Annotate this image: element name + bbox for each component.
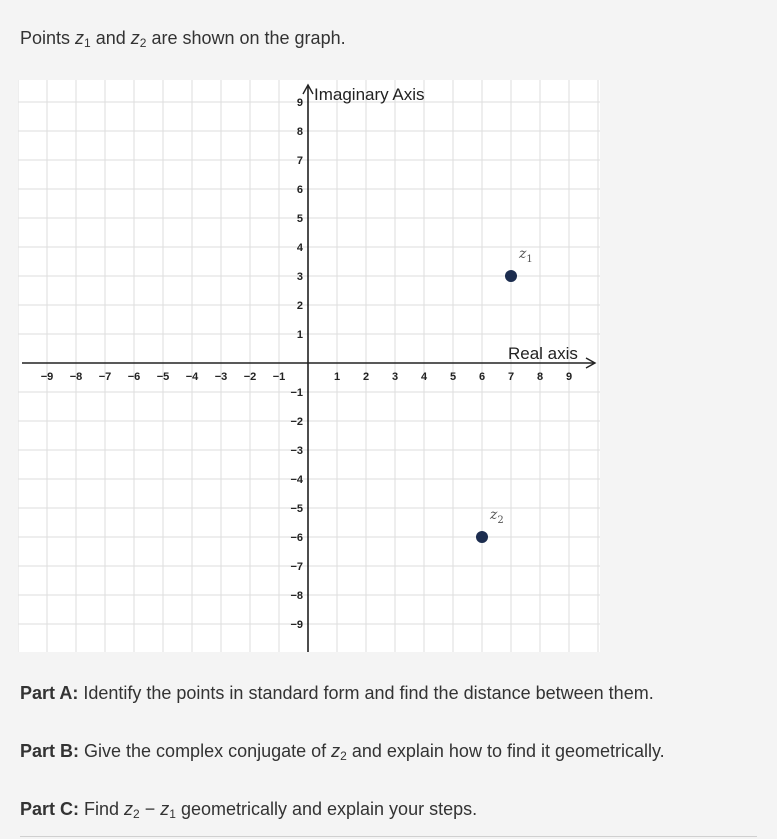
part-b-label: Part B: [20,741,80,761]
x-tick-label: 4 [420,371,428,383]
intro-z1-var: z [75,28,85,48]
y-tick-label: 3 [296,271,303,283]
point-label-z1: $z_1$ [519,246,533,265]
part-c [20,797,477,821]
y-tick-label: −3 [290,445,303,457]
y-tick-label: 6 [296,184,303,196]
part-b-text2: and explain how to find it geometrically. [346,741,665,761]
y-tick-label: 2 [296,300,303,312]
x-tick-label: −1 [272,371,286,383]
part-c-minus: − [139,799,161,819]
point-label-sub: 1 [526,254,533,265]
part-c-text1: Find [79,799,125,819]
y-tick-label: 9 [296,97,303,109]
y-tick-label: 1 [296,329,303,341]
x-tick-label: 8 [536,371,544,383]
y-tick-label: −1 [290,387,303,399]
x-tick-label: −5 [156,371,170,383]
part-a-label: Part A: [20,683,79,703]
y-tick-label: −9 [290,619,303,631]
part-c-z1-var: z [160,799,170,819]
x-tick-label: 6 [478,371,486,383]
y-tick-label: −2 [290,416,303,428]
complex-plane-svg [18,80,600,652]
x-tick-label: −4 [185,371,199,383]
intro-suffix: are shown on the graph. [146,28,346,48]
intro-z2-var: z [130,28,140,48]
part-b [20,739,665,763]
y-tick-label: 4 [296,242,303,254]
part-c-label: Part C: [20,799,80,819]
x-tick-label: −6 [127,371,141,383]
y-tick-label: −7 [290,561,303,573]
intro-middle: and [90,28,131,48]
x-tick-label: 7 [507,371,515,383]
point-z2 [476,531,488,543]
x-tick-label: 9 [565,371,573,383]
x-tick-label: 5 [449,371,457,383]
x-tick-label: −7 [98,371,112,383]
x-axis-label: Real axis [508,344,578,363]
part-c-z2-var: z [124,799,134,819]
part-c-z2-sub: 2 [133,807,140,821]
part-b-z-var: z [331,741,341,761]
x-tick-label: −2 [243,371,257,383]
y-tick-label: −5 [290,503,303,515]
point-label-sub: 2 [497,515,504,526]
bottom-divider [20,836,757,837]
complex-plane-graph [18,80,600,652]
y-tick-label: −4 [290,474,303,486]
part-a-text: Identify the points in standard form and find the distance between them. [78,683,654,703]
y-tick-label: −8 [290,590,303,602]
point-label-z2: $z_2$ [490,507,504,526]
x-tick-label: 3 [391,371,399,383]
intro-prefix: Points [20,28,76,48]
problem-intro [20,26,346,50]
part-c-z1-sub: 1 [169,807,176,821]
x-tick-label: −3 [214,371,228,383]
x-tick-label: 1 [333,371,341,383]
part-b-z-sub: 2 [340,749,347,763]
intro-z2-sub: 2 [139,36,147,50]
y-tick-label: 7 [296,155,303,167]
x-tick-label: −8 [69,371,83,383]
point-z1 [505,270,517,282]
part-b-text1: Give the complex conjugate of [79,741,332,761]
part-c-text2: geometrically and explain your steps. [175,799,478,819]
y-tick-label: 5 [296,213,303,225]
x-tick-label: 2 [362,371,370,383]
x-tick-label: −9 [40,371,54,383]
part-a [20,681,654,705]
intro-z1-sub: 1 [84,36,91,50]
y-tick-label: −6 [290,532,303,544]
y-tick-label: 8 [296,126,303,138]
y-axis-label: Imaginary Axis [314,85,425,104]
